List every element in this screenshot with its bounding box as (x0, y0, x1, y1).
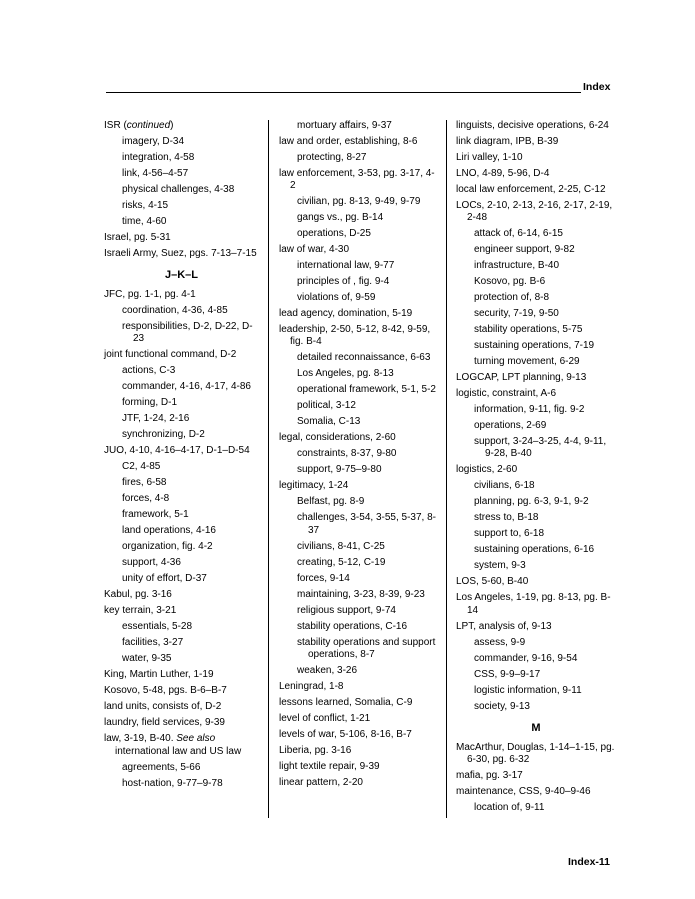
index-subentry: responsibilities, D-2, D-22, D-23 (122, 321, 253, 345)
index-subentry: essentials, 5-28 (122, 621, 193, 633)
index-subentry: coordination, 4-36, 4-85 (122, 305, 228, 317)
index-entry: legitimacy, 1-24 (279, 480, 349, 492)
index-subentry: facilities, 3-27 (122, 637, 184, 649)
index-subentry: fires, 6-58 (122, 477, 167, 489)
running-header: Index (583, 81, 611, 93)
index-subentry: security, 7-19, 9-50 (474, 308, 559, 320)
index-entry: Leningrad, 1-8 (279, 680, 344, 692)
entry-text: ISR ( (104, 120, 127, 131)
index-subentry: civilian, pg. 8-13, 9-49, 9-79 (297, 196, 421, 208)
index-column-1 (104, 120, 259, 794)
index-column-2 (279, 120, 437, 793)
index-subentry: unity of effort, D-37 (122, 573, 207, 585)
index-subentry: physical challenges, 4-38 (122, 184, 235, 195)
index-subentry: risks, 4-15 (122, 200, 169, 211)
index-subentry: violations of, 9-59 (297, 292, 376, 304)
index-subentry: stability operations, 5-75 (474, 324, 583, 336)
index-subentry: stability operations and support operations, 8-7 (297, 636, 436, 660)
index-subentry: information, 9-11, fig. 9-2 (474, 404, 585, 416)
index-subentry: operational framework, 5-1, 5-2 (297, 384, 436, 396)
index-entry: key terrain, 3-21 (104, 605, 177, 617)
index-subentry: commander, 4-16, 4-17, 4-86 (122, 381, 251, 393)
index-subentry: time, 4-60 (122, 216, 167, 227)
index-subentry: framework, 5-1 (122, 509, 189, 521)
index-entry: Liri valley, 1-10 (456, 152, 523, 163)
index-entry: leadership, 2-50, 5-12, 8-42, 9-59, fig. B-4 (279, 324, 431, 348)
entry-text: international law and US law (115, 745, 242, 757)
index-subentry: C2, 4-85 (122, 461, 161, 473)
index-subentry: stress to, B-18 (474, 512, 539, 524)
index-entry: LOGCAP, LPT planning, 9-13 (456, 372, 587, 384)
index-subentry: challenges, 3-54, 3-55, 5-37, 8-37 (297, 512, 436, 536)
index-entry: Israeli Army, Suez, pgs. 7-13–7-15 (104, 248, 257, 259)
index-entry: maintenance, CSS, 9-40–9-46 (456, 786, 591, 798)
index-subentry: sustaining operations, 7-19 (474, 340, 595, 352)
index-subentry: water, 9-35 (122, 653, 172, 665)
index-subentry: detailed reconnaissance, 6-63 (297, 352, 431, 364)
index-subentry: JTF, 1-24, 2-16 (122, 413, 190, 425)
index-entry: LPT, analysis of, 9-13 (456, 620, 552, 632)
index-subentry: constraints, 8-37, 9-80 (297, 448, 397, 460)
index-entry: law and order, establishing, 8-6 (279, 136, 418, 147)
index-entry: mafia, pg. 3-17 (456, 770, 523, 782)
index-subentry: civilians, 8-41, C-25 (297, 540, 385, 552)
section-letter-heading: J–K–L (164, 269, 199, 282)
index-subentry: location of, 9-11 (474, 802, 545, 814)
entry-text: ) (170, 120, 174, 131)
index-entry: local law enforcement, 2-25, C-12 (456, 184, 606, 195)
index-entry: link diagram, IPB, B-39 (456, 136, 559, 147)
index-subentry: planning, pg. 6-3, 9-1, 9-2 (474, 496, 589, 508)
index-entry: Kabul, pg. 3-16 (104, 589, 172, 601)
index-entry: linguists, decisive operations, 6-24 (456, 120, 609, 131)
index-subentry: operations, D-25 (297, 228, 371, 240)
index-subentry: infrastructure, B-40 (474, 260, 560, 272)
index-subentry: international law, 9-77 (297, 260, 395, 272)
index-subentry: engineer support, 9-82 (474, 244, 575, 256)
index-entry: LOS, 5-60, B-40 (456, 576, 529, 588)
index-subentry: forces, 4-8 (122, 493, 170, 505)
index-subentry: Los Angeles, pg. 8-13 (297, 368, 394, 380)
italic-text: continued (126, 120, 171, 131)
index-subentry: weaken, 3-26 (297, 664, 358, 676)
index-entry: law of war, 4-30 (279, 244, 350, 256)
index-column-3 (456, 120, 616, 818)
index-entry: Kosovo, 5-48, pgs. B-6–B-7 (104, 685, 227, 697)
index-entry: lead agency, domination, 5-19 (279, 308, 413, 320)
index-subentry: support to, 6-18 (474, 528, 545, 540)
index-entry: LOCs, 2-10, 2-13, 2-16, 2-17, 2-19, 2-48 (456, 200, 613, 224)
index-subentry: sustaining operations, 6-16 (474, 544, 595, 556)
index-entry: joint functional command, D-2 (104, 349, 237, 361)
index-subentry: principles of , fig. 9-4 (297, 276, 390, 288)
index-subentry: logistic information, 9-11 (474, 684, 582, 696)
index-entry: King, Martin Luther, 1-19 (104, 669, 214, 681)
index-subentry: forming, D-1 (122, 397, 178, 409)
index-subentry: maintaining, 3-23, 8-39, 9-23 (297, 588, 425, 600)
index-entry: land units, consists of, D-2 (104, 701, 222, 713)
index-subentry: CSS, 9-9–9-17 (474, 668, 541, 680)
index-subentry: land operations, 4-16 (122, 525, 216, 537)
italic-text: See also (176, 733, 216, 745)
index-entry: logistic, constraint, A-6 (456, 388, 557, 400)
index-entry: law enforcement, 3-53, pg. 3-17, 4-2 (279, 168, 435, 192)
index-subentry: Belfast, pg. 8-9 (297, 496, 365, 508)
index-subentry: creating, 5-12, C-19 (297, 556, 386, 568)
index-subentry: Kosovo, pg. B-6 (474, 276, 546, 288)
index-entry: MacArthur, Douglas, 1-14–1-15, pg. 6-30, pg. 6-32 (456, 741, 615, 766)
index-subentry: organization, fig. 4-2 (122, 541, 213, 553)
column-divider (446, 120, 447, 818)
index-subentry: civilians, 6-18 (474, 480, 535, 492)
index-entry: LNO, 4-89, 5-96, D-4 (456, 168, 550, 179)
index-subentry: gangs vs., pg. B-14 (297, 212, 384, 224)
section-letter-heading: M (531, 721, 541, 734)
index-subentry: religious support, 9-74 (297, 604, 396, 616)
index-subentry: operations, 2-69 (474, 420, 547, 432)
index-subentry: support, 9-75–9-80 (297, 464, 382, 476)
index-subentry: stability operations, C-16 (297, 620, 408, 632)
index-subentry: turning movement, 6-29 (474, 356, 580, 368)
index-subentry: attack of, 6-14, 6-15 (474, 228, 563, 240)
index-subentry: actions, C-3 (122, 365, 176, 377)
index-subentry: protecting, 8-27 (297, 152, 367, 163)
index-subentry: synchronizing, D-2 (122, 429, 205, 441)
index-subentry: mortuary affairs, 9-37 (297, 120, 392, 131)
header-rule (106, 92, 581, 93)
index-entry: Los Angeles, 1-19, pg. 8-13, pg. B-14 (456, 592, 611, 616)
index-subentry: Somalia, C-13 (297, 416, 361, 428)
page-number: Index-11 (568, 856, 611, 868)
index-subentry: agreements, 5-66 (122, 761, 201, 773)
index-subentry: commander, 9-16, 9-54 (474, 652, 578, 664)
index-entry (104, 733, 259, 757)
index-subentry: protection of, 8-8 (474, 292, 550, 304)
index-entry: linear pattern, 2-20 (279, 776, 363, 788)
index-subentry: support, 3-24–3-25, 4-4, 9-11, 9-28, B-40 (474, 436, 607, 460)
index-entry: laundry, field services, 9-39 (104, 717, 225, 729)
index-subentry: political, 3-12 (297, 400, 356, 412)
entry-text: law, 3-19, B-40. (104, 733, 177, 745)
index-subentry: link, 4-56–4-57 (122, 168, 189, 179)
index-subentry: host-nation, 9-77–9-78 (122, 777, 223, 789)
index-entry: logistics, 2-60 (456, 464, 518, 476)
index-subentry: support, 4-36 (122, 557, 181, 569)
index-entry: Liberia, pg. 3-16 (279, 744, 352, 756)
index-subentry: forces, 9-14 (297, 572, 350, 584)
index-entry: lessons learned, Somalia, C-9 (279, 696, 413, 708)
index-subentry: assess, 9-9 (474, 636, 526, 648)
index-subentry: integration, 4-58 (122, 152, 195, 163)
index-entry: light textile repair, 9-39 (279, 760, 380, 772)
index-entry (104, 120, 259, 132)
index-entry: JUO, 4-10, 4-16–4-17, D-1–D-54 (104, 445, 250, 457)
column-divider (268, 120, 269, 818)
index-entry: JFC, pg. 1-1, pg. 4-1 (104, 289, 196, 301)
index-subentry: society, 9-13 (474, 700, 530, 712)
index-entry: levels of war, 5-106, 8-16, B-7 (279, 728, 412, 740)
index-subentry: imagery, D-34 (122, 136, 185, 147)
index-entry: level of conflict, 1-21 (279, 712, 371, 724)
index-entry: legal, considerations, 2-60 (279, 432, 396, 444)
index-subentry: system, 9-3 (474, 560, 526, 572)
index-entry: Israel, pg. 5-31 (104, 232, 171, 243)
